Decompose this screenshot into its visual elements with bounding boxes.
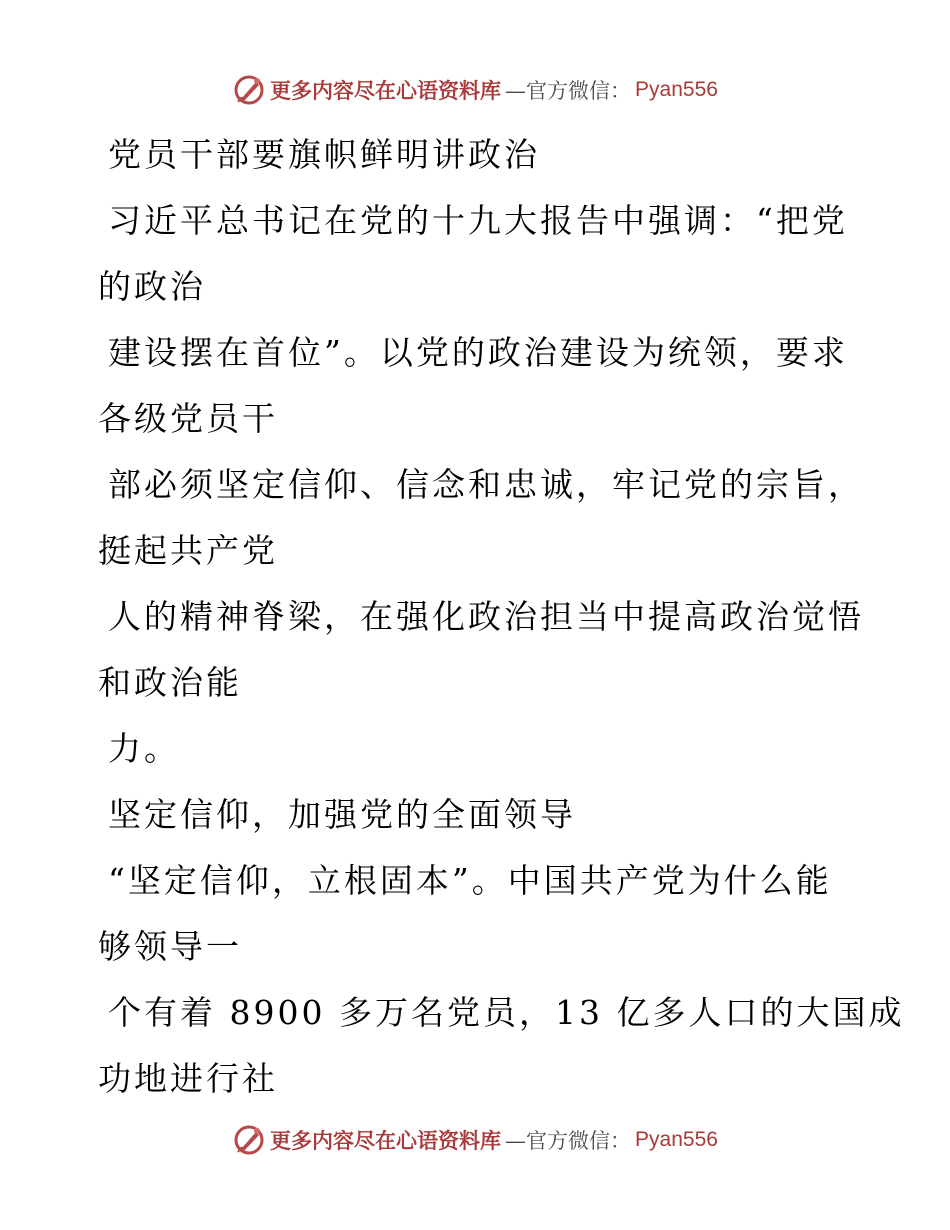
body-line: 和政治能 [98, 663, 242, 702]
header-brand-text: 更多内容尽在心语资料库 [270, 78, 502, 103]
page-footer [0, 1120, 950, 1160]
body-line: 的政治 [98, 267, 206, 306]
quill-pen-logo-icon [232, 1123, 266, 1157]
footer-separator-text: —官方微信： [505, 1129, 632, 1153]
footer-account-id: Pyan556 [635, 1128, 718, 1151]
body-line: 习近平总书记在党的十九大报告中强调：“把党 [108, 201, 848, 240]
body-line: 挺起共产党 [98, 531, 278, 570]
body-line: 够领导一 [98, 927, 242, 966]
body-line: 功地进行社 [98, 1059, 278, 1098]
page-header [0, 70, 950, 110]
footer-brand-text: 更多内容尽在心语资料库 [270, 1128, 502, 1153]
header-separator-text: —官方微信： [505, 79, 632, 103]
body-line: 坚定信仰，加强党的全面领导 [108, 795, 576, 834]
header-banner[interactable] [232, 73, 718, 107]
quill-pen-logo-icon [232, 73, 266, 107]
body-line: “坚定信仰，立根固本”。中国共产党为什么能 [108, 861, 832, 900]
body-line: 个有着 8900 多万名党员，13 亿多人口的大国成 [108, 993, 905, 1032]
document-body [98, 122, 905, 1112]
header-account-id: Pyan556 [635, 78, 718, 101]
body-line: 建设摆在首位”。以党的政治建设为统领，要求 [108, 333, 848, 372]
body-line: 党员干部要旗帜鲜明讲政治 [108, 135, 540, 174]
body-line: 各级党员干 [98, 399, 278, 438]
body-line: 部必须坚定信仰、信念和忠诚，牢记党的宗旨， [108, 465, 864, 504]
body-line: 力。 [108, 729, 180, 768]
body-line: 人的精神脊梁，在强化政治担当中提高政治觉悟 [108, 597, 864, 636]
footer-banner[interactable] [232, 1123, 718, 1157]
